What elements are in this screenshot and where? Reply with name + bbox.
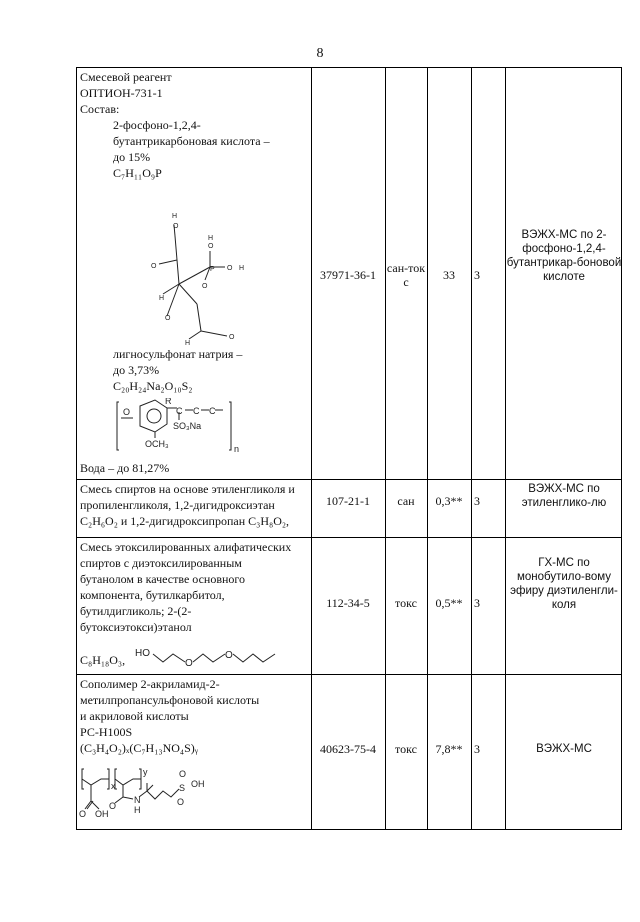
- cas-number: 37971-36-1: [320, 268, 376, 282]
- atom-label: H: [208, 235, 214, 242]
- hazard-class: сан-токс: [386, 261, 426, 289]
- atom-label: O: [208, 243, 214, 250]
- desc-line: бутоксиэтокси)этанол: [80, 620, 192, 634]
- desc-line: бутантрикарбоновая кислота –: [113, 134, 270, 148]
- atom-label: C: [176, 406, 183, 416]
- limit-value: 33: [443, 268, 455, 282]
- row1-description-cont: [80, 346, 308, 394]
- desc-line: до 15%: [113, 150, 151, 164]
- hazard-class: токс: [395, 742, 417, 756]
- atom-label: O: [177, 797, 185, 807]
- atom-label: O: [202, 283, 208, 290]
- lignosulfonate-structure-diagram: [115, 398, 295, 456]
- desc-line: 2-фосфоно-1,2,4-: [113, 118, 201, 132]
- desc-line: лигносульфонат натрия –: [113, 347, 243, 361]
- row4-description: [80, 676, 308, 756]
- atom-label: O: [151, 263, 157, 270]
- desc-line: спиртов с диэтоксилированным: [80, 556, 242, 570]
- desc-line: метилпропансульфоновой кислоты: [80, 693, 260, 707]
- atom-label: H: [185, 340, 191, 346]
- desc-line: C₂H₆O₂ и 1,2-дигидроксипропан C₃H₈O₂,: [80, 514, 290, 528]
- table-row-2: [77, 479, 621, 537]
- desc-line: пропиленгликоля, 1,2-дигидроксиэтан: [80, 498, 275, 512]
- atom-label: H: [172, 213, 178, 220]
- atom-label: OCH₃: [145, 439, 169, 449]
- desc-line: C₈H₁₈O₃,: [80, 653, 126, 667]
- cas-number: 107-21-1: [326, 494, 370, 508]
- desc-line: компонента, бутилкарбитол,: [80, 588, 225, 602]
- desc-line: бутилдигликоль; 2-(2-: [80, 604, 192, 618]
- desc-line: Смесь спиртов на основе этиленгликоля и: [80, 482, 295, 496]
- atom-label: HO: [135, 648, 150, 659]
- atom-label: y: [143, 767, 148, 777]
- desc-line: (C₃H₄O₂)ₓ(C₇H₁₃NO₄S)ᵧ: [80, 741, 198, 755]
- atom-label: O: [123, 407, 131, 417]
- desc-line: Сополимер 2-акриламид-2-: [80, 677, 220, 691]
- page-number: 8: [316, 46, 324, 61]
- atom-label: O: [229, 334, 235, 341]
- desc-line: Состав:: [80, 102, 120, 116]
- atom-label: H: [239, 265, 245, 272]
- atom-label: O: [165, 315, 171, 322]
- atom-label: S: [179, 783, 186, 793]
- atom-label: x: [111, 781, 116, 791]
- cas-number: 112-34-5: [326, 596, 370, 610]
- atom-label: SO₃Na: [173, 421, 202, 431]
- row1-description: [80, 69, 308, 181]
- desc-line: РС-Н100S: [80, 725, 133, 739]
- limit-value: 0,5**: [435, 596, 463, 610]
- phosphonobutane-structure-diagram: [147, 206, 267, 346]
- atom-label: n: [234, 444, 240, 454]
- atom-label: O: [109, 801, 117, 811]
- atom-label: C: [193, 406, 200, 416]
- butoxyethoxyethanol-structure-diagram: [133, 644, 283, 670]
- row3-description: [80, 539, 308, 635]
- atom-label: O: [225, 650, 233, 661]
- hazard-class: сан: [397, 494, 415, 508]
- row1-description-end: [80, 460, 308, 476]
- atom-label: R: [165, 398, 172, 406]
- desc-line: ОПТИОН-731-1: [80, 86, 163, 100]
- analysis-method: ВЭЖХ-МС по этиленглико-лю: [521, 483, 607, 509]
- hazard-level: 3: [474, 494, 480, 508]
- analysis-method: ВЭЖХ-МС: [536, 743, 592, 755]
- atom-label: O: [173, 223, 179, 230]
- analysis-method: ВЭЖХ-МС по 2-фосфоно-1,2,4-бутантрикар-боновой кислоте: [506, 229, 622, 283]
- hazard-level: 3: [474, 268, 480, 282]
- limit-value: 7,8**: [435, 742, 463, 756]
- atom-label: P: [210, 266, 215, 273]
- atom-label: OH: [191, 779, 205, 789]
- analysis-method: ГХ-МС по монобутило-вому эфиру диэтиленгли-коля: [510, 557, 618, 611]
- atom-label: H: [134, 805, 141, 815]
- substances-table: [76, 67, 622, 830]
- desc-line: C₂₀H₂₄Na₂O₁₀S₂: [113, 379, 193, 393]
- desc-line: Вода – до 81,27%: [80, 461, 170, 475]
- atom-label: N: [134, 795, 141, 805]
- table-row-4: [77, 674, 621, 829]
- atom-label: O: [79, 809, 87, 819]
- atom-label: O: [185, 658, 193, 669]
- atom-label: H: [159, 295, 165, 302]
- cas-number: 40623-75-4: [320, 742, 376, 756]
- atom-label: O: [227, 265, 233, 272]
- desc-line: до 3,73%: [113, 363, 160, 377]
- row2-description: [80, 481, 308, 529]
- atom-label: OH: [95, 809, 109, 819]
- table-row-1: [77, 68, 621, 479]
- desc-line: Смесь этоксилированных алифатических: [80, 540, 292, 554]
- hazard-level: 3: [474, 742, 480, 756]
- limit-value: 0,3**: [435, 494, 463, 508]
- desc-line: бутанолом в качестве основного: [80, 572, 246, 586]
- atom-label: C: [209, 406, 216, 416]
- table-row-3: [77, 537, 621, 674]
- desc-line: C₇H₁₁O₉P: [113, 166, 162, 180]
- atom-label: O: [179, 769, 187, 779]
- desc-line: Смесевой реагент: [80, 70, 172, 84]
- desc-line: и акриловой кислоты: [80, 709, 189, 723]
- hazard-class: токс: [395, 596, 417, 610]
- hazard-level: 3: [474, 596, 480, 610]
- copolymer-structure-diagram: [79, 765, 229, 825]
